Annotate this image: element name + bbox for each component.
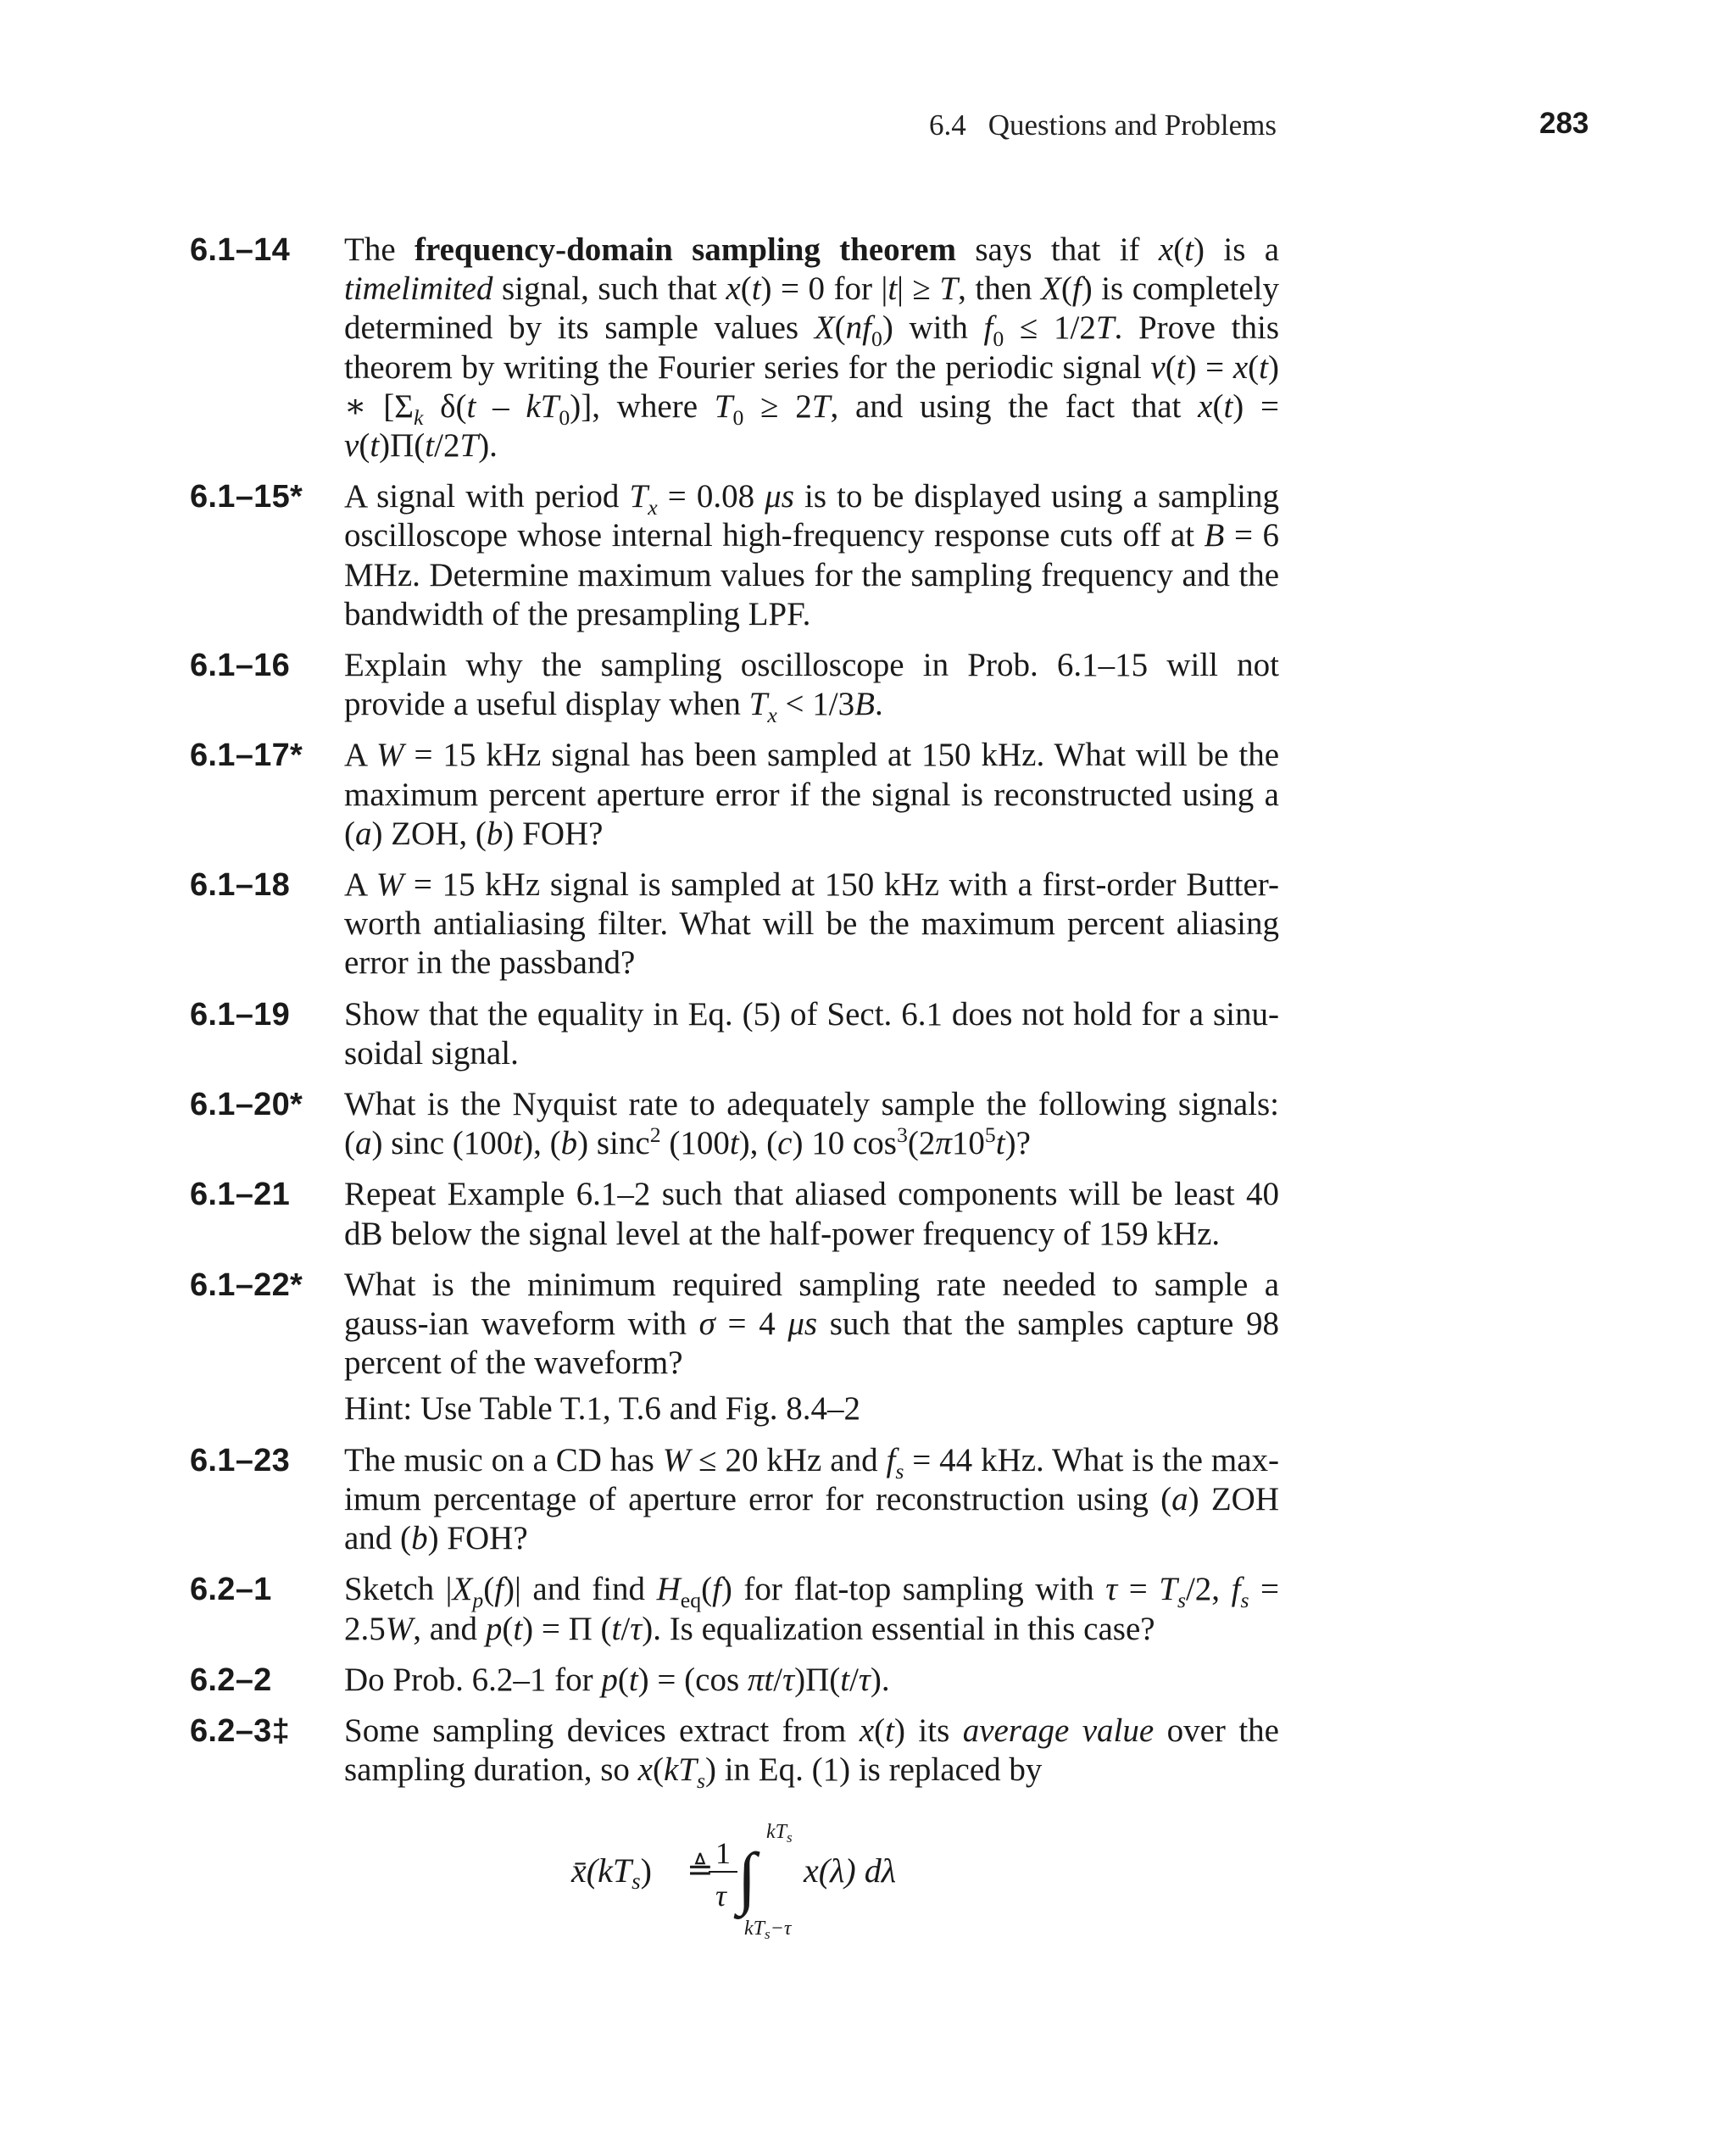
eq-fraction-numerator: 1 [715,1836,731,1870]
average-value-equation [570,1821,909,1940]
problem-item [190,477,1279,634]
problem-list [190,231,1279,1801]
eq-integrand: x(λ) dλ [804,1851,897,1890]
problem-number: 6.2–1 [190,1572,272,1608]
problem-number: 6.1–16 [190,648,291,684]
equation-svg [570,1821,909,1940]
problem-item [190,1266,1279,1429]
eq-fraction-denominator: τ [715,1879,726,1912]
problem-number: 6.2–2 [190,1662,272,1698]
problem-text: A W = 15 kHz signal is sampled at 150 kHz with a first-order Butter-worth antialiasing filter. What will be the maximum percent aliasing error in the passband? [344,866,1280,982]
problem-item [190,1712,1279,1793]
running-head [929,109,1277,142]
problem-text: A signal with period $T_x = 0.08$ μs is to be displayed using a sampling oscilloscope whose internal high-frequency response cuts off at B = 6 MHz. Determine maximum values for the sampling frequency and the bandwidth of the presampling LPF. [344,478,1280,632]
problem-text: The music on a CD has W ≤ 20 kHz and $f_s = 44$ kHz. What is the max-imum percentage of aperture error for reconstruction using (a) ZOH and (b) FOH? [344,1441,1280,1557]
problem-item [190,646,1279,728]
problem-text: Repeat Example 6.1–2 such that aliased components will be least 40 dB below the signal level at the half-power frequency of 159 kHz. [344,1176,1279,1252]
section-title: Questions and Problems [988,109,1277,142]
problem-item [190,995,1279,1073]
eq-def-symbol: ≜ [687,1852,714,1888]
problem-number: 6.1–15* [190,479,303,515]
problem-item [190,1570,1279,1648]
problem-item [190,1661,1279,1700]
problem-number: 6.1–20* [190,1087,303,1123]
problem-number: 6.1–18 [190,867,291,904]
page-number: 283 [1539,107,1589,140]
problem-text: Some sampling devices extract from x(t) its average value over the sampling duration, so $x(kT_s)$ in Eq. (1) is replaced by [344,1712,1279,1793]
problem-text: What is the minimum required sampling rate needed to sample a gauss-ian waveform with σ = 4 μs such that the samples capture 98 percent of the waveform? [344,1266,1279,1382]
problem-item [190,866,1279,983]
problem-text: Do Prob. 6.2–1 for p(t) = (cos πt/τ)Π(t/τ). [344,1661,890,1698]
problem-number: 6.2–3‡ [190,1712,291,1749]
eq-lower-limit: $kT_s-\tau$ [744,1918,792,1942]
problem-item [190,1441,1279,1559]
problem-number: 6.1–22* [190,1267,303,1303]
problem-number: 6.1–21 [190,1177,291,1213]
problem-item [190,231,1279,465]
eq-integral-sign: ∫ [737,1839,757,1916]
problem-text: A W = 15 kHz signal has been sampled at 150 kHz. What will be the maximum percent aperture error if the signal is reconstructed using a (a) ZOH, (b) FOH? [344,737,1279,852]
eq-lhs: $x̄(kT_s)$ [571,1851,652,1894]
problem-text: Explain why the sampling oscilloscope in Prob. 6.1–15 will not provide a useful display when $T_x < 1/3B$. [344,647,1279,728]
problem-item [190,736,1279,854]
problem-text: What is the Nyquist rate to adequately sample the following signals: (a) sinc (100t), (b) sinc$^2$ (100t), (c) 10 $\cos^3(2\pi 10^5t)$? [344,1086,1279,1162]
problem-item [190,1175,1279,1253]
problem-number: 6.1–19 [190,996,291,1033]
problem-number: 6.1–14 [190,232,291,268]
problem-text: Sketch $|X_p(f)|$ and find $H_{eq}(f)$ for flat-top sampling with $\tau = T_s/2$, $f_s = 2.5W$, and p(t) = Π (t/τ). Is equalization essential in this case? [344,1571,1279,1647]
problem-number: 6.1–23 [190,1442,291,1478]
problem-text: The frequency-domain sampling theorem says that if x(t) is a timelimited signal, such that x(t) = 0 for |t| ≥ T, then X(f) is completely determined by its sample values $X(nf_0)$ with $f_0 \le 1/2T$. Prove this theorem by writing the Fourier series for the periodic signal v(t) = x(t) ∗ [$\Sigma_k$ $\delta(t - kT_0)$], where $T_0 \ge 2T$, and using the fact that x(t) = v(t)Π(t/2T). [344,231,1280,465]
problem-item [190,1085,1279,1163]
section-number: 6.4 [929,109,966,142]
problem-hint: Hint: Use Table T.1, T.6 and Fig. 8.4–2 [344,1390,860,1428]
eq-upper-limit: $kT_s$ [766,1821,793,1846]
problem-number: 6.1–17* [190,738,303,774]
problem-text: Show that the equality in Eq. (5) of Sect. 6.1 does not hold for a sinu-soidal signal. [344,995,1279,1072]
